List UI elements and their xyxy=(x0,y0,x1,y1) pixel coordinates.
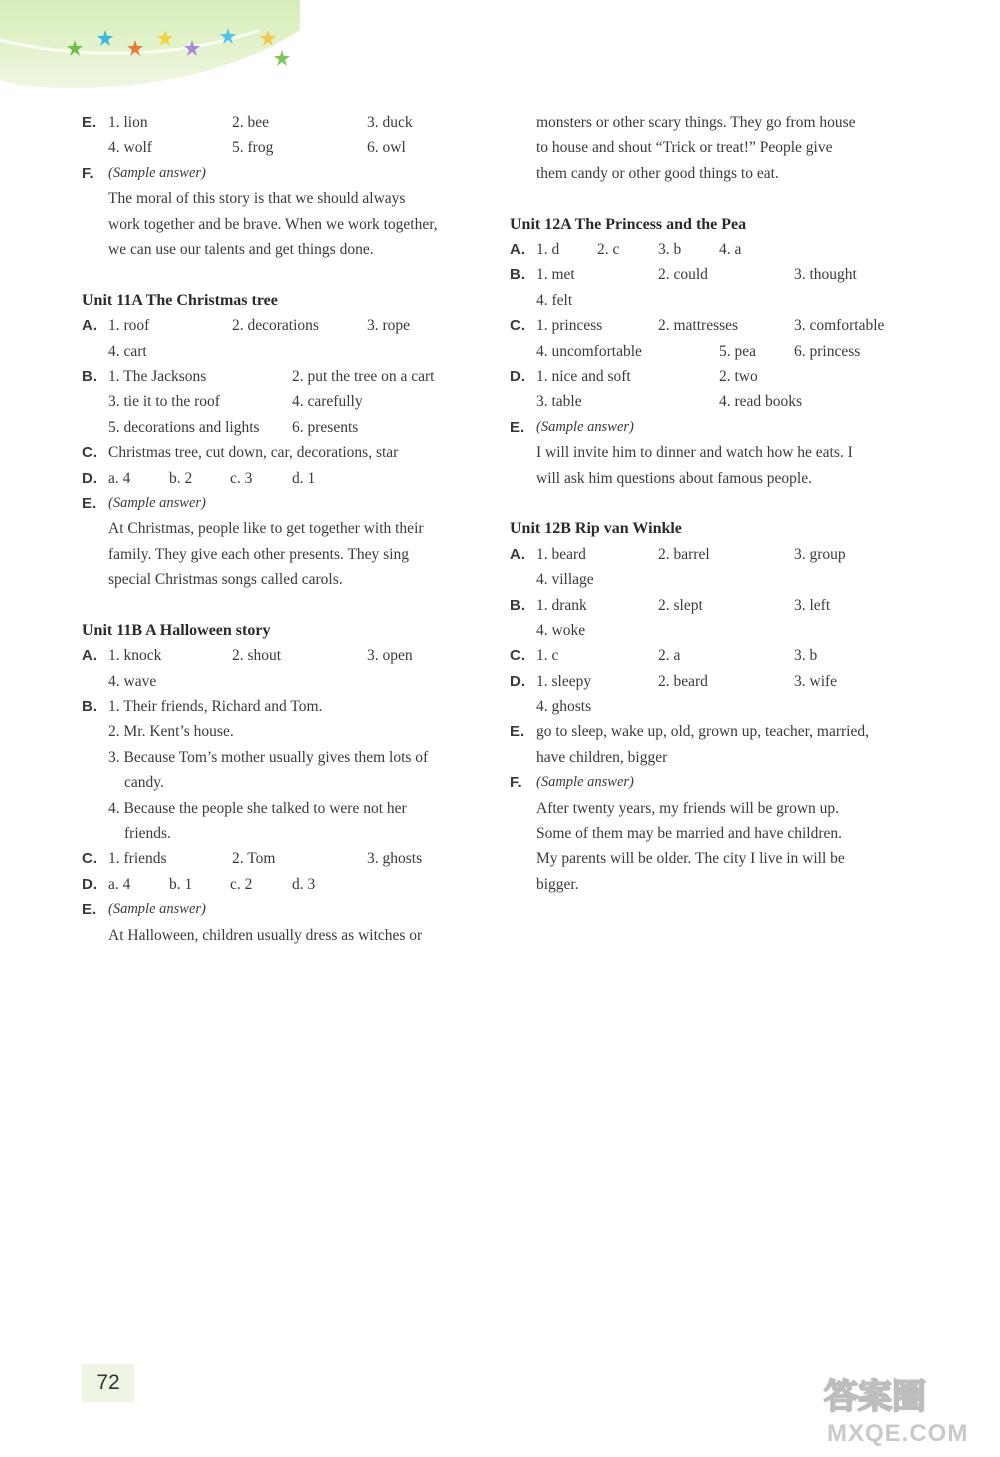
answer-item: Christmas tree, cut down, car, decorations, star xyxy=(108,444,399,462)
answer-item: 1. lion xyxy=(108,114,148,131)
text-line: family. They give each other presents. They sing xyxy=(108,545,410,563)
section-label: A. xyxy=(510,241,525,258)
answer-row xyxy=(510,694,930,719)
answer-item: 3. rope xyxy=(367,317,411,335)
left-column xyxy=(82,110,492,948)
answer-item: 5. decorations and lights xyxy=(108,418,260,436)
answer-item: 1. sleepy xyxy=(536,672,592,690)
section-label: E. xyxy=(82,901,97,919)
answer-item: 2. slept xyxy=(658,596,703,614)
answer-item: 5. pea xyxy=(719,342,757,360)
section-label: C. xyxy=(82,850,97,868)
paragraph xyxy=(510,110,930,186)
text-line: Some of them may be married and have children. xyxy=(536,825,843,843)
answer-item: 1. nice and soft xyxy=(536,367,631,385)
answer-item: 1. c xyxy=(536,647,559,665)
answer-row xyxy=(82,694,492,719)
answer-item: a. 4 xyxy=(108,469,131,487)
unit-title: Unit 11A The Christmas tree xyxy=(82,291,278,309)
answer-item: 4. woke xyxy=(536,621,586,639)
answer-item: c. 3 xyxy=(230,469,253,487)
answer-row xyxy=(510,313,930,338)
answer-item: 1. d xyxy=(536,241,560,258)
unit-title: Unit 12A The Princess and the Pea xyxy=(510,215,747,233)
answer-item: c. 2 xyxy=(230,875,253,893)
answer-item: 4. cart xyxy=(108,342,147,360)
text-line: work together and be brave. When we work together, xyxy=(108,215,438,233)
answer-item: have children, bigger xyxy=(536,748,668,766)
answer-item: 3. b xyxy=(794,647,818,665)
answer-item: 4. wave xyxy=(108,672,157,690)
answer-row xyxy=(510,643,930,668)
text-line: monsters or other scary things. They go from house xyxy=(536,114,856,131)
answer-item: 3. thought xyxy=(794,266,857,284)
star-icon xyxy=(274,50,290,66)
section-label: A. xyxy=(82,647,97,665)
paragraph xyxy=(510,796,930,898)
answer-row xyxy=(82,440,492,465)
answer-item: 4. read books xyxy=(719,393,803,411)
answer-item: 3. wife xyxy=(794,672,838,690)
text-line: I will invite him to dinner and watch how he eats. I xyxy=(536,444,853,462)
answer-row xyxy=(82,364,492,389)
answer-row xyxy=(510,593,930,618)
answer-row xyxy=(82,745,492,770)
answer-item: 2. beard xyxy=(658,672,708,690)
answer-item: 1. knock xyxy=(108,647,162,665)
answer-item: 1. Their friends, Richard and Tom. xyxy=(108,698,323,716)
text-line: bigger. xyxy=(536,875,579,893)
header-decoration xyxy=(0,0,310,95)
answer-item: friends. xyxy=(124,825,171,843)
answer-item: 4. wolf xyxy=(108,139,152,157)
answer-item: 2. a xyxy=(658,647,681,665)
answer-item: 2. c xyxy=(597,241,620,258)
answer-item: 3. open xyxy=(367,647,413,665)
answer-row xyxy=(82,389,492,414)
section-label: E. xyxy=(82,494,97,512)
answer-row xyxy=(82,872,492,897)
answer-item: 4. ghosts xyxy=(536,698,592,716)
section-label: A. xyxy=(82,317,97,335)
section-label: C. xyxy=(510,647,525,665)
text-line: we can use our talents and get things done. xyxy=(108,240,374,258)
unit-title: Unit 12B Rip van Winkle xyxy=(510,520,682,538)
answer-row xyxy=(510,262,930,287)
answer-item: 3. Because Tom’s mother usually gives them lots of xyxy=(108,748,429,766)
answer-row xyxy=(82,415,492,440)
section-label: F. xyxy=(82,164,94,182)
section-label: D. xyxy=(82,469,97,487)
answer-row xyxy=(82,796,492,821)
answer-item: 1. drank xyxy=(536,596,587,614)
section-label: D. xyxy=(82,875,97,893)
answer-item: 4. Because the people she talked to were not her xyxy=(108,799,407,817)
watermark-url: MXQE.COM xyxy=(827,1420,969,1447)
sample-answer-note: (Sample answer) xyxy=(108,164,206,181)
answer-row xyxy=(82,161,492,186)
answer-item: 2. Mr. Kent’s house. xyxy=(108,723,234,741)
answer-row xyxy=(82,313,492,338)
answer-item: 4. a xyxy=(719,241,742,258)
paragraph xyxy=(82,516,492,592)
answer-item: 3. comfortable xyxy=(794,317,885,335)
answer-row xyxy=(510,669,930,694)
text-line: will ask him questions about famous people. xyxy=(536,469,812,487)
section-label: B. xyxy=(510,596,525,614)
answer-row xyxy=(510,567,930,592)
section-label: C. xyxy=(510,317,525,335)
section-label: E. xyxy=(82,114,97,131)
sample-answer-note: (Sample answer) xyxy=(536,418,634,435)
answer-item: 2. Tom xyxy=(232,850,276,868)
answer-row xyxy=(82,339,492,364)
answer-item: 1. met xyxy=(536,266,575,284)
answer-row xyxy=(510,389,930,414)
answer-row xyxy=(82,643,492,668)
paragraph xyxy=(510,440,930,491)
section-label: E. xyxy=(510,418,525,436)
answer-item: 1. roof xyxy=(108,317,150,335)
answer-row xyxy=(82,110,492,135)
answer-row xyxy=(510,415,930,440)
answer-row xyxy=(510,745,930,770)
section-label: B. xyxy=(82,367,97,385)
answer-item: 4. uncomfortable xyxy=(536,342,642,360)
answer-row xyxy=(82,821,492,846)
section-label: B. xyxy=(82,698,97,716)
answer-row xyxy=(510,618,930,643)
section-label: C. xyxy=(82,444,97,462)
text-line: special Christmas songs called carols. xyxy=(108,571,343,589)
answer-item: 1. The Jacksons xyxy=(108,367,207,385)
answer-row xyxy=(82,669,492,694)
answer-item: 2. put the tree on a cart xyxy=(292,367,435,385)
answer-row xyxy=(510,288,930,313)
answer-item: b. 1 xyxy=(169,875,193,893)
answer-item: 1. friends xyxy=(108,850,167,868)
answer-item: go to sleep, wake up, old, grown up, teacher, married, xyxy=(536,723,869,741)
answer-item: 6. owl xyxy=(367,139,406,157)
sample-answer-note: (Sample answer) xyxy=(536,774,634,791)
answer-row xyxy=(510,719,930,744)
answer-item: 1. princess xyxy=(536,317,603,335)
text-line: to house and shout “Trick or treat!” People give xyxy=(536,139,833,157)
answer-row xyxy=(82,135,492,160)
answer-item: 2. decorations xyxy=(232,317,319,335)
section-label: E. xyxy=(510,723,525,741)
section-label: D. xyxy=(510,672,525,690)
answer-item: 3. tie it to the roof xyxy=(108,393,220,411)
section-label: A. xyxy=(510,545,525,563)
answer-item: 3. table xyxy=(536,393,582,411)
section-label: B. xyxy=(510,266,525,284)
paragraph xyxy=(82,186,492,262)
answer-item: 6. presents xyxy=(292,418,359,436)
answer-item: 6. princess xyxy=(794,342,861,360)
answer-item: 2. shout xyxy=(232,647,282,665)
answer-row xyxy=(82,897,492,922)
answer-item: candy. xyxy=(124,774,164,792)
page-number: 72 xyxy=(82,1364,134,1402)
answer-row xyxy=(510,237,930,262)
answer-row xyxy=(82,491,492,516)
answer-row xyxy=(510,339,930,364)
text-line: At Christmas, people like to get together with their xyxy=(108,520,424,538)
answer-item: 2. mattresses xyxy=(658,317,739,335)
answer-item: 4. carefully xyxy=(292,393,363,411)
answer-item: 3. left xyxy=(794,596,831,614)
answer-row xyxy=(510,364,930,389)
answer-item: 4. village xyxy=(536,571,594,589)
text-line: At Halloween, children usually dress as witches or xyxy=(108,926,423,944)
answer-row xyxy=(82,719,492,744)
unit-title: Unit 11B A Halloween story xyxy=(82,621,271,639)
sample-answer-note: (Sample answer) xyxy=(108,901,206,918)
sample-answer-note: (Sample answer) xyxy=(108,494,206,511)
answer-row xyxy=(510,542,930,567)
answer-item: 2. could xyxy=(658,266,708,284)
answer-item: 4. felt xyxy=(536,291,573,309)
right-column xyxy=(510,110,930,897)
section-label: F. xyxy=(510,774,522,792)
answer-item: 3. b xyxy=(658,241,682,258)
answer-item: b. 2 xyxy=(169,469,193,487)
answer-row xyxy=(82,770,492,795)
watermark-logo-text: 答案圈 xyxy=(824,1377,926,1417)
text-line: After twenty years, my friends will be grown up. xyxy=(536,799,840,817)
answer-item: 3. group xyxy=(794,545,846,563)
answer-item: 2. two xyxy=(719,367,758,385)
answer-item: d. 1 xyxy=(292,469,316,487)
answer-row xyxy=(82,466,492,491)
answer-item: 5. frog xyxy=(232,139,274,157)
answer-row xyxy=(82,846,492,871)
answer-item: a. 4 xyxy=(108,875,131,893)
text-line: The moral of this story is that we should always xyxy=(108,190,406,208)
answer-item: 3. ghosts xyxy=(367,850,423,868)
text-line: them candy or other good things to eat. xyxy=(536,164,779,182)
answer-row xyxy=(510,770,930,795)
answer-item: 3. duck xyxy=(367,114,413,131)
section-label: D. xyxy=(510,367,525,385)
answer-item: 2. barrel xyxy=(658,545,710,563)
answer-item: 2. bee xyxy=(232,114,270,131)
answer-item: 1. beard xyxy=(536,545,586,563)
text-line: My parents will be older. The city I live in will be xyxy=(536,850,845,868)
answer-item: d. 3 xyxy=(292,875,316,893)
paragraph xyxy=(82,923,492,948)
